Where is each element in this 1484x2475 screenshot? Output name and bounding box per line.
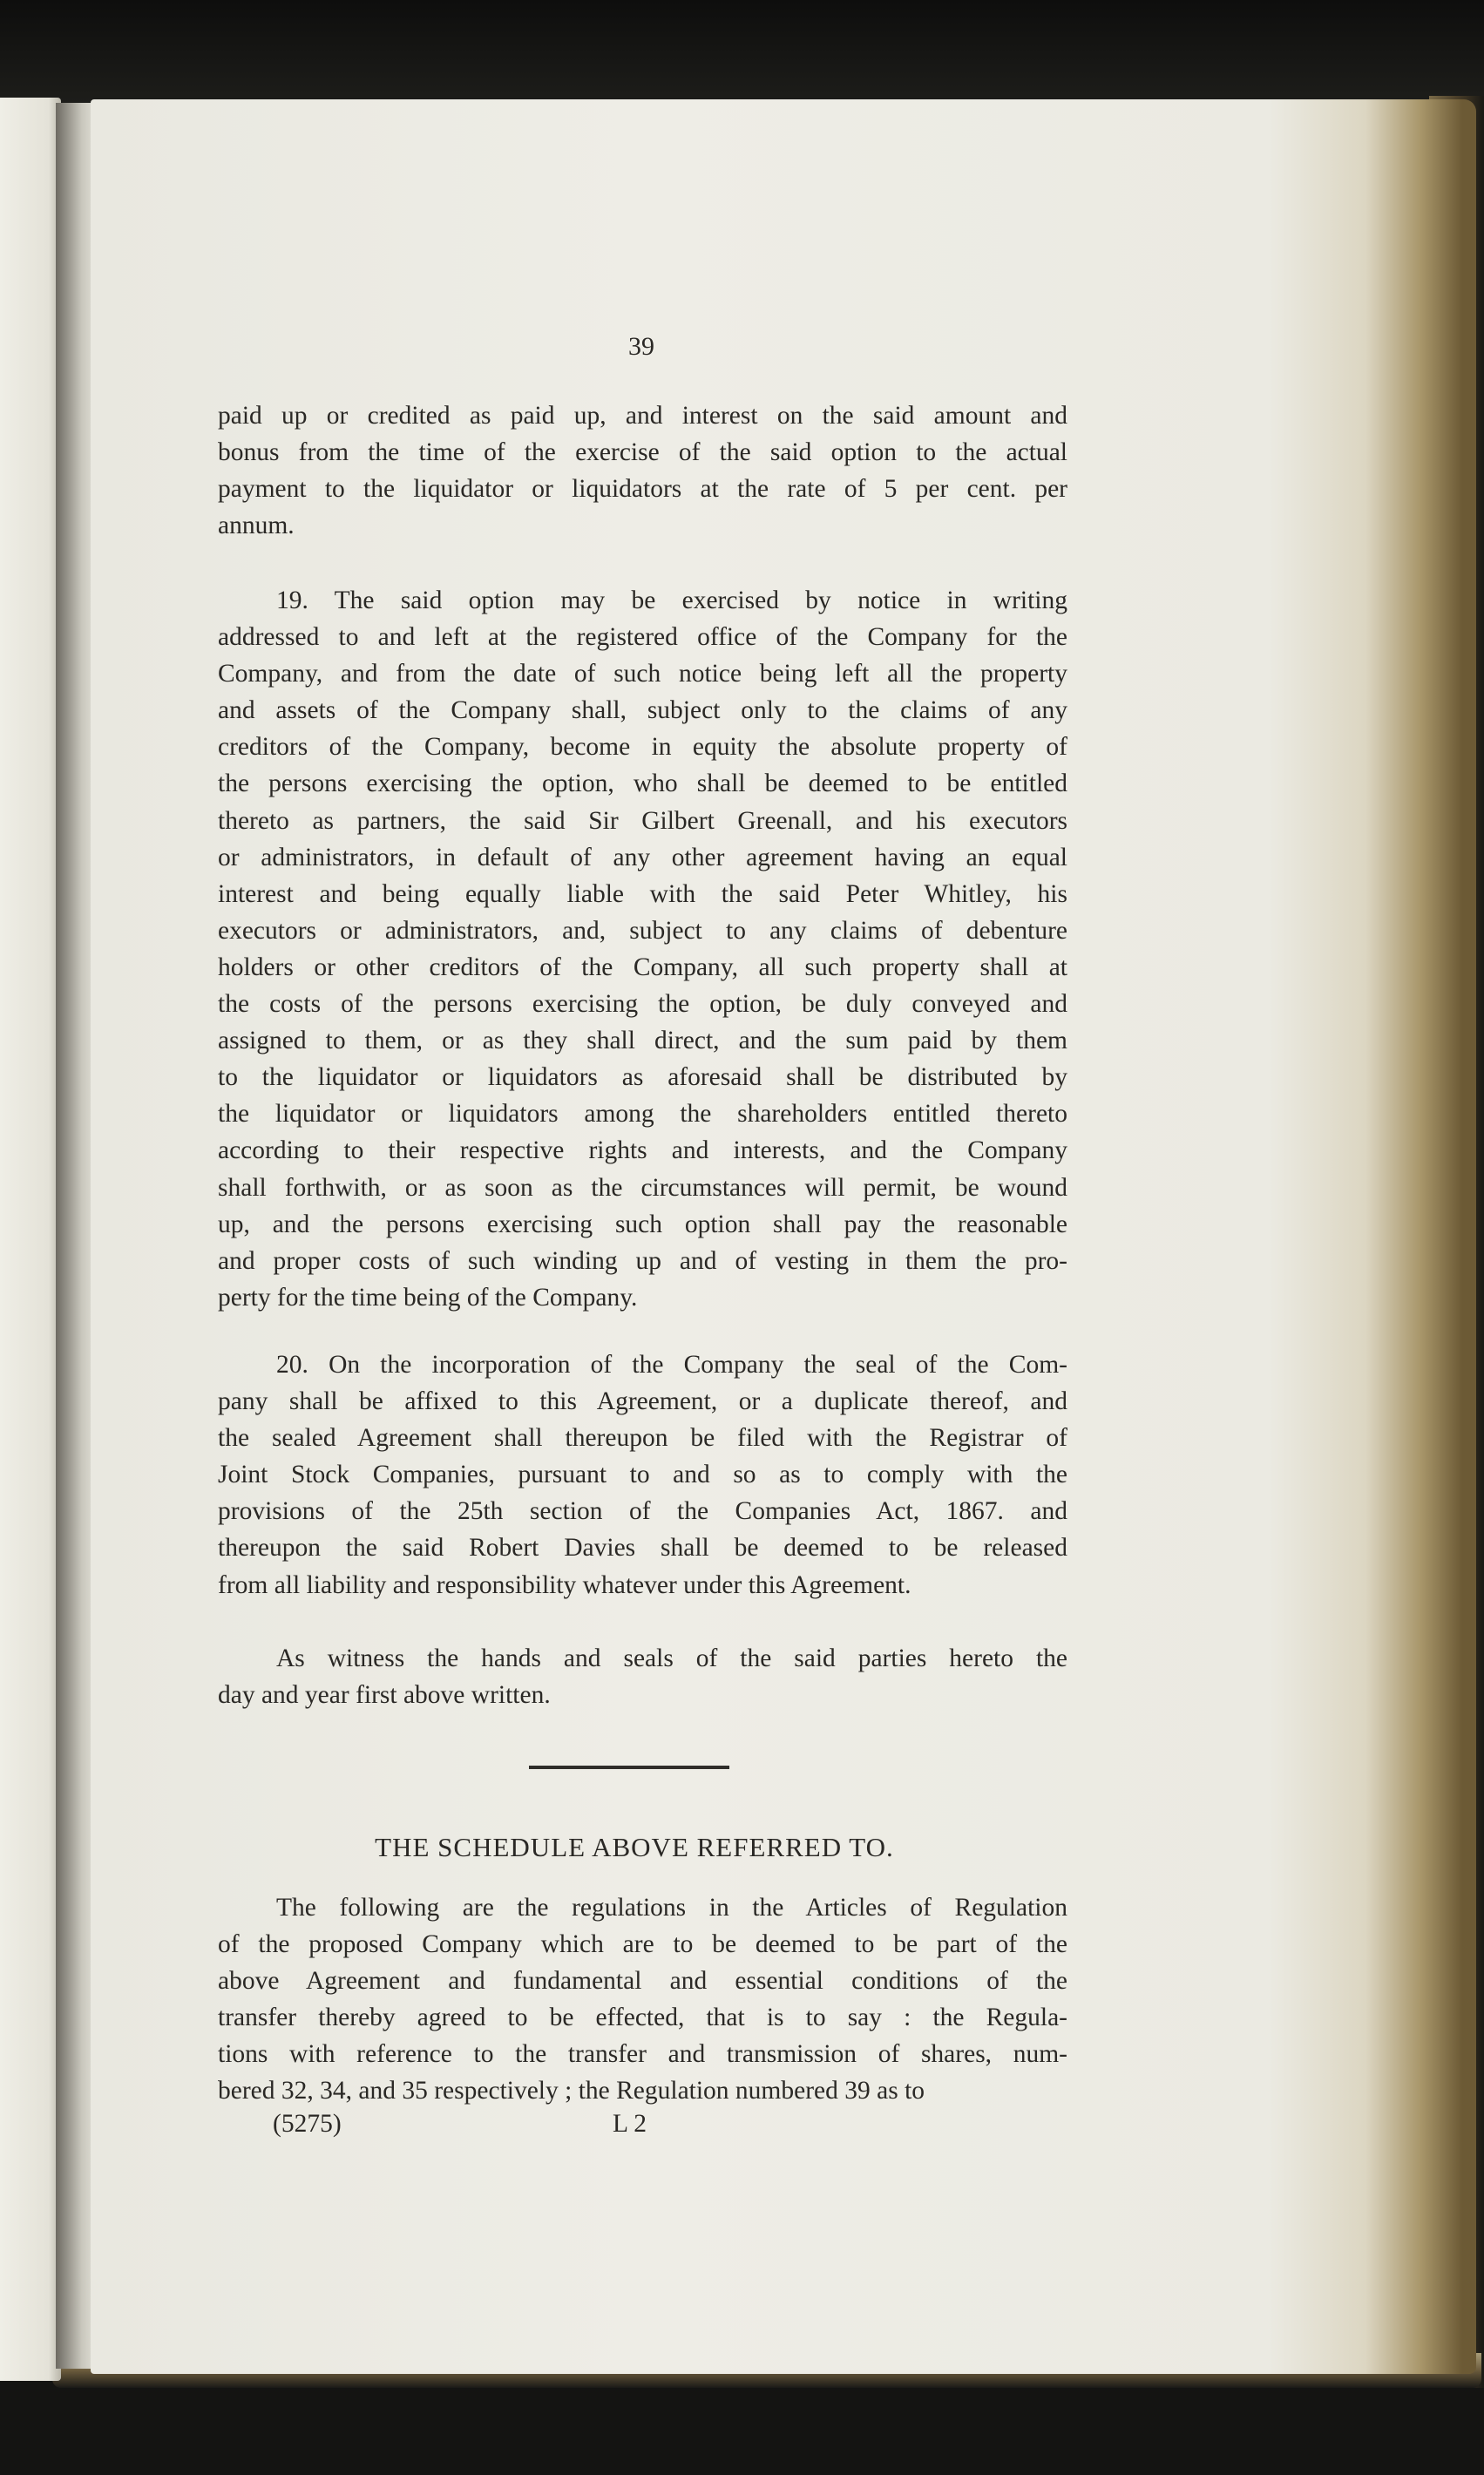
text-line: of the proposed Company which are to be deemed to be part of the: [218, 1930, 1067, 1959]
text-line: the costs of the persons exercising the option, be duly conveyed and: [218, 990, 1067, 1019]
text-line: from all liability and responsibility whatever under this Agreement.: [218, 1570, 911, 1599]
paragraph-20: [218, 1346, 1067, 1604]
section-divider: [529, 1766, 729, 1769]
scan-background-top: [0, 0, 1484, 103]
text-line: holders or other creditors of the Company, all such property shall at: [218, 953, 1067, 981]
text-line: perty for the time being of the Company.: [218, 1283, 638, 1312]
witness-clause: [218, 1640, 1067, 1713]
text-line: to the liquidator or liquidators as aforesaid shall be distributed by: [218, 1063, 1067, 1092]
text-line: assigned to them, or as they shall direct, and the sum paid by them: [218, 1027, 1067, 1055]
text-line: payment to the liquidator or liquidators at the rate of 5 per cent. per: [218, 475, 1067, 504]
text-line: provisions of the 25th section of the Companies Act, 1867. and: [218, 1497, 1067, 1526]
text-line: thereupon the said Robert Davies shall be deemed to be released: [218, 1534, 1067, 1563]
text-line: paid up or credited as paid up, and interest on the said amount and: [218, 402, 1067, 430]
text-line: shall forthwith, or as soon as the circumstances will permit, be wound: [218, 1173, 1067, 1202]
text-line: and assets of the Company shall, subject only to the claims of any: [218, 696, 1067, 725]
text-line: executors or administrators, and, subject to any claims of debenture: [218, 916, 1067, 945]
text-line: 20. On the incorporation of the Company the seal of the Com-: [276, 1351, 1067, 1379]
text-line: annum.: [218, 512, 295, 540]
text-line: above Agreement and fundamental and essential conditions of the: [218, 1967, 1067, 1996]
text-line: thereto as partners, the said Sir Gilbert Greenall, and his executors: [218, 806, 1067, 835]
text-line: or administrators, in default of any other agreement having an equal: [218, 843, 1067, 871]
text-line: day and year first above written.: [218, 1681, 551, 1710]
text-line: Joint Stock Companies, pursuant to and so as to comply with the: [218, 1461, 1067, 1489]
text-line: The following are the regulations in the Articles of Regulation: [276, 1894, 1067, 1922]
text-line: interest and being equally liable with the said Peter Whitley, his: [218, 879, 1067, 908]
text-line: Company, and from the date of such notice being left all the property: [218, 660, 1067, 688]
print-code: (5275): [273, 2110, 342, 2138]
text-line: As witness the hands and seals of the said parties hereto the: [276, 1644, 1067, 1672]
text-line: transfer thereby agreed to be effected, that is to say : the Regula-: [218, 2004, 1067, 2032]
text-line: addressed to and left at the registered office of the Company for the: [218, 623, 1067, 652]
schedule-heading: THE SCHEDULE ABOVE REFERRED TO.: [375, 1832, 894, 1862]
text-line: and proper costs of such winding up and of vesting in them the pro-: [218, 1246, 1067, 1275]
text-line: pany shall be affixed to this Agreement, or a duplicate thereof, and: [218, 1387, 1067, 1416]
text-line: according to their respective rights and interests, and the Company: [218, 1136, 1067, 1165]
text-line: the sealed Agreement shall thereupon be filed with the Registrar of: [218, 1424, 1067, 1453]
paragraph-19: [218, 582, 1067, 1316]
text-line: bered 32, 34, and 35 respectively ; the Regulation numbered 39 as to: [218, 2077, 925, 2105]
text-line: the liquidator or liquidators among the shareholders entitled thereto: [218, 1100, 1067, 1129]
text-line: the persons exercising the option, who shall be deemed to be entitled: [218, 770, 1067, 798]
schedule-paragraph: [218, 1889, 1067, 2110]
text-line: up, and the persons exercising such option shall pay the reasonable: [218, 1210, 1067, 1238]
paragraph-continuation: [218, 397, 1067, 544]
text-line: 19. The said option may be exercised by notice in writing: [276, 587, 1067, 614]
text-line: bonus from the time of the exercise of the said option to the actual: [218, 438, 1067, 467]
text-line: tions with reference to the transfer and transmission of shares, num-: [218, 2040, 1067, 2069]
page-number: 39: [628, 332, 654, 361]
facing-page-edge: [0, 98, 61, 2381]
text-line: creditors of the Company, become in equity the absolute property of: [218, 733, 1067, 762]
signature-mark: L 2: [613, 2110, 647, 2138]
